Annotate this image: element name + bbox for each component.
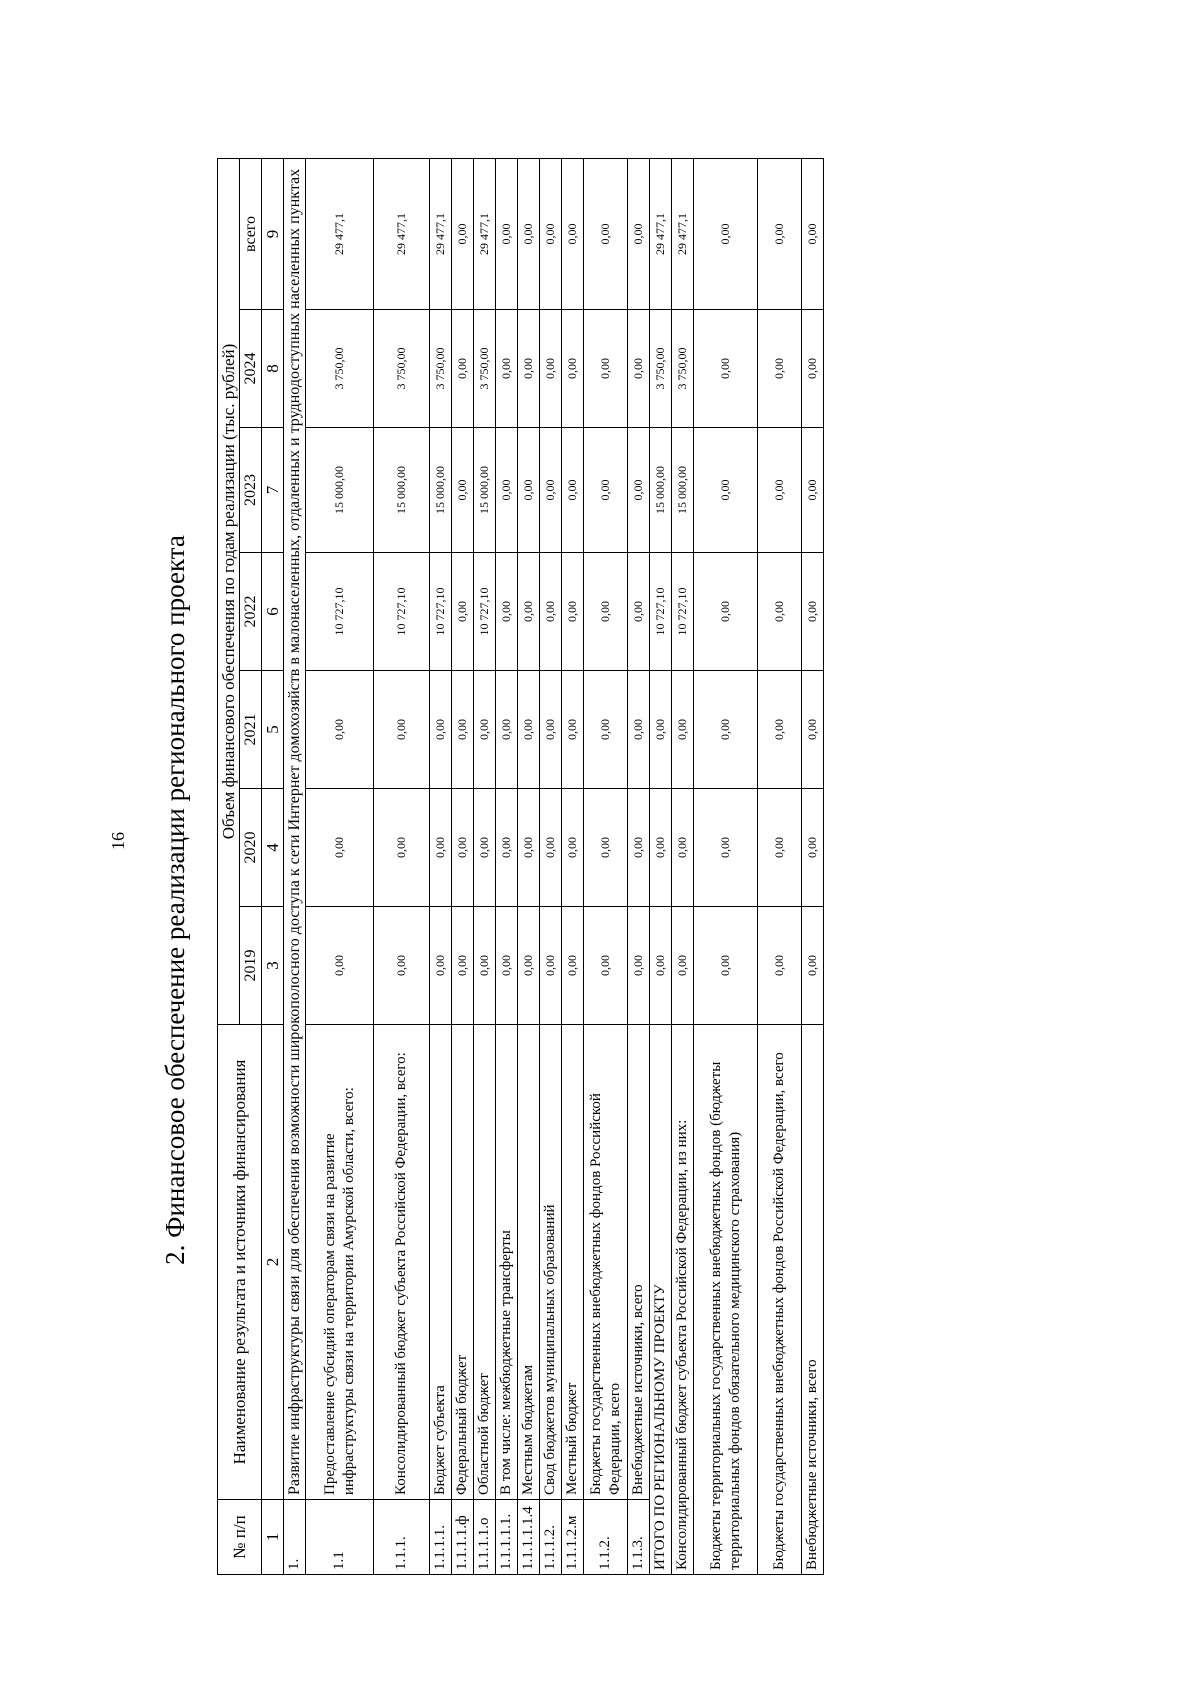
row-value: 29 477,1 [374, 159, 430, 310]
row-value: 0,00 [496, 907, 518, 1025]
row-value: 3 750,00 [374, 310, 430, 428]
column-number: 7 [262, 428, 284, 553]
row-value: 0,00 [496, 428, 518, 553]
total-value: 10 727,10 [650, 553, 672, 671]
table-row [374, 159, 430, 1575]
row-value: 0,00 [518, 428, 540, 553]
row-value: 0,00 [562, 789, 584, 907]
total-row [672, 159, 694, 1575]
total-value: 0,00 [802, 553, 824, 671]
row-number: 1.1.2. [584, 1500, 628, 1575]
total-value: 0,00 [802, 310, 824, 428]
year-header: 2020 [240, 789, 262, 907]
row-value: 0,00 [452, 671, 474, 789]
total-label: Консолидированный бюджет субъекта Российской Федерации, из них: [672, 1025, 694, 1575]
row-value: 29 477,1 [306, 159, 374, 310]
row-value: 0,00 [562, 159, 584, 310]
total-row [650, 159, 672, 1575]
row-value: 15 000,00 [374, 428, 430, 553]
row-number: 1.1.1.1.1. [496, 1500, 518, 1575]
total-label: Бюджеты территориальных государственных внебюджетных фондов (бюджеты территориальных фондов обязательного медицинского страхования) [694, 1025, 758, 1575]
row-number: 1.1.1.1.о [474, 1500, 496, 1575]
row-value: 0,00 [306, 907, 374, 1025]
total-value: 0,00 [694, 907, 758, 1025]
year-header: 2023 [240, 428, 262, 553]
header-row [218, 159, 240, 1575]
financing-table [217, 158, 824, 1575]
rotated-page [0, 100, 1200, 1700]
total-value: 0,00 [694, 671, 758, 789]
row-value: 3 750,00 [306, 310, 374, 428]
total-value: 3 750,00 [650, 310, 672, 428]
row-value: 0,00 [452, 428, 474, 553]
row-value: 0,00 [518, 553, 540, 671]
total-label: Внебюджетные источники, всего [802, 1025, 824, 1575]
row-value: 0,00 [562, 907, 584, 1025]
total-value: 0,00 [758, 553, 802, 671]
column-number: 1 [262, 1500, 284, 1575]
row-value: 15 000,00 [430, 428, 452, 553]
column-number: 4 [262, 789, 284, 907]
table-row [628, 159, 650, 1575]
row-value: 0,00 [452, 553, 474, 671]
year-header: 2024 [240, 310, 262, 428]
row-value: 0,00 [518, 907, 540, 1025]
total-value: 0,00 [802, 789, 824, 907]
row-number: 1. [284, 1500, 306, 1575]
year-header: 2021 [240, 671, 262, 789]
total-value: 0,00 [758, 789, 802, 907]
total-value: 0,00 [758, 310, 802, 428]
year-header: 2022 [240, 553, 262, 671]
row-label: Местный бюджет [562, 1025, 584, 1500]
row-value: 0,00 [562, 671, 584, 789]
total-value: 0,00 [802, 671, 824, 789]
total-label: Бюджеты государственных внебюджетных фондов Российской Федерации, всего [758, 1025, 802, 1575]
section-title: Развитие инфраструктуры связи для обеспечения возможности широкополосного доступа к сети Интернет домохозяйств в малонаселенных, отдаленных и труднодоступных населенных пунктах [284, 159, 306, 1500]
total-value: 10 727,10 [672, 553, 694, 671]
row-value: 0,00 [374, 671, 430, 789]
row-number: 1.1.1.1. [430, 1500, 452, 1575]
row-number: 1.1.3. [628, 1500, 650, 1575]
total-value: 15 000,00 [672, 428, 694, 553]
total-value: 0,00 [650, 789, 672, 907]
row-value: 29 477,1 [430, 159, 452, 310]
row-value: 0,00 [496, 159, 518, 310]
row-value: 0,00 [540, 671, 562, 789]
row-value: 0,00 [628, 553, 650, 671]
row-value: 0,00 [628, 159, 650, 310]
row-label: Предоставление субсидий операторам связи на развитие инфраструктуры связи на территории Амурской области, всего: [306, 1025, 374, 1500]
row-label: Свод бюджетов муниципальных образований [540, 1025, 562, 1500]
header-num: № п/п [218, 1500, 262, 1575]
header-volume: Объем финансового обеспечения по годам реализации (тыс. рублей) [218, 159, 240, 1025]
column-number: 2 [262, 1025, 284, 1500]
row-value: 0,00 [540, 789, 562, 907]
total-value: 0,00 [694, 428, 758, 553]
table-row [430, 159, 452, 1575]
row-value: 0,00 [562, 310, 584, 428]
row-number: 1.1.1. [374, 1500, 430, 1575]
row-value: 0,00 [496, 553, 518, 671]
row-value: 10 727,10 [306, 553, 374, 671]
row-value: 0,00 [452, 907, 474, 1025]
row-number: 1.1.1.1.1.4 [518, 1500, 540, 1575]
table-row [518, 159, 540, 1575]
section-row [284, 159, 306, 1575]
row-value: 0,00 [584, 907, 628, 1025]
row-value: 0,00 [628, 671, 650, 789]
row-label: В том числе: межбюджетные трансферты [496, 1025, 518, 1500]
column-number: 6 [262, 553, 284, 671]
row-value: 0,00 [540, 907, 562, 1025]
row-value: 15 000,00 [306, 428, 374, 553]
row-value: 0,00 [430, 907, 452, 1025]
column-number-row [262, 159, 284, 1575]
row-value: 0,00 [496, 789, 518, 907]
row-value: 0,00 [540, 310, 562, 428]
total-value: 0,00 [694, 159, 758, 310]
total-value: 0,00 [650, 907, 672, 1025]
row-value: 0,00 [452, 310, 474, 428]
column-number: 5 [262, 671, 284, 789]
total-value: 15 000,00 [650, 428, 672, 553]
table-row [452, 159, 474, 1575]
row-label: Бюджеты государственных внебюджетных фондов Российской Федерации, всего [584, 1025, 628, 1500]
column-number: 8 [262, 310, 284, 428]
row-label: Бюджет субъекта [430, 1025, 452, 1500]
total-value: 0,00 [802, 159, 824, 310]
row-value: 0,00 [584, 789, 628, 907]
row-value: 0,00 [540, 428, 562, 553]
row-label: Внебюджетные источники, всего [628, 1025, 650, 1500]
row-number: 1.1.1.2. [540, 1500, 562, 1575]
row-value: 0,00 [628, 789, 650, 907]
row-value: 0,00 [430, 671, 452, 789]
row-label: Федеральный бюджет [452, 1025, 474, 1500]
row-value: 0,00 [628, 907, 650, 1025]
row-value: 0,00 [452, 789, 474, 907]
row-value: 0,00 [496, 671, 518, 789]
row-value: 0,00 [584, 310, 628, 428]
total-value: 3 750,00 [672, 310, 694, 428]
row-value: 0,00 [452, 159, 474, 310]
total-value: 0,00 [694, 553, 758, 671]
row-value: 0,00 [518, 159, 540, 310]
year-header: 2019 [240, 907, 262, 1025]
row-label: Местным бюджетам [518, 1025, 540, 1500]
total-value: 0,00 [694, 789, 758, 907]
table-row [562, 159, 584, 1575]
row-value: 0,00 [584, 428, 628, 553]
row-value: 10 727,10 [374, 553, 430, 671]
total-label: ИТОГО ПО РЕГИОНАЛЬНОМУ ПРОЕКТУ [650, 1025, 672, 1575]
total-value: 0,00 [758, 159, 802, 310]
total-row [802, 159, 824, 1575]
table-row [584, 159, 628, 1575]
total-value: 0,00 [758, 671, 802, 789]
total-value: 0,00 [672, 907, 694, 1025]
total-value: 0,00 [758, 907, 802, 1025]
total-value: 0,00 [694, 310, 758, 428]
total-value: 0,00 [672, 789, 694, 907]
total-row [694, 159, 758, 1575]
row-value: 0,00 [562, 428, 584, 553]
row-value: 0,00 [496, 310, 518, 428]
total-value: 29 477,1 [650, 159, 672, 310]
row-value: 0,00 [518, 789, 540, 907]
table-row [540, 159, 562, 1575]
row-value: 0,00 [374, 789, 430, 907]
row-value: 10 727,10 [474, 553, 496, 671]
row-value: 0,00 [584, 159, 628, 310]
page-number: 16 [108, 832, 128, 850]
row-value: 10 727,10 [430, 553, 452, 671]
row-value: 0,00 [628, 310, 650, 428]
header-name: Наименование результата и источники финансирования [218, 1025, 262, 1500]
row-value: 0,00 [306, 671, 374, 789]
row-value: 0,00 [430, 789, 452, 907]
row-number: 1.1.1.1.ф [452, 1500, 474, 1575]
total-row [758, 159, 802, 1575]
row-label: Консолидированный бюджет субъекта Российской Федерации, всего: [374, 1025, 430, 1500]
row-value: 15 000,00 [474, 428, 496, 553]
table-row [306, 159, 374, 1575]
row-value: 0,00 [474, 671, 496, 789]
row-value: 0,00 [306, 789, 374, 907]
page-title: 2. Финансовое обеспечение реализации регионального проекта [160, 535, 190, 1265]
row-value: 0,00 [584, 553, 628, 671]
total-value: 0,00 [758, 428, 802, 553]
column-number: 3 [262, 907, 284, 1025]
table-row [496, 159, 518, 1575]
row-value: 0,00 [628, 428, 650, 553]
total-value: 0,00 [672, 671, 694, 789]
row-value: 3 750,00 [430, 310, 452, 428]
row-number: 1.1 [306, 1500, 374, 1575]
row-value: 0,00 [540, 159, 562, 310]
row-value: 0,00 [374, 907, 430, 1025]
total-value: 0,00 [802, 428, 824, 553]
total-value: 29 477,1 [672, 159, 694, 310]
row-label: Областной бюджет [474, 1025, 496, 1500]
total-header: всего [240, 159, 262, 310]
row-value: 29 477,1 [474, 159, 496, 310]
row-value: 3 750,00 [474, 310, 496, 428]
row-value: 0,00 [540, 553, 562, 671]
row-value: 0,00 [584, 671, 628, 789]
total-value: 0,00 [802, 907, 824, 1025]
row-value: 0,00 [474, 907, 496, 1025]
row-value: 0,00 [562, 553, 584, 671]
table-row [474, 159, 496, 1575]
row-number: 1.1.1.2.м [562, 1500, 584, 1575]
row-value: 0,00 [518, 310, 540, 428]
column-number: 9 [262, 159, 284, 310]
row-value: 0,00 [518, 671, 540, 789]
total-value: 0,00 [650, 671, 672, 789]
row-value: 0,00 [474, 789, 496, 907]
